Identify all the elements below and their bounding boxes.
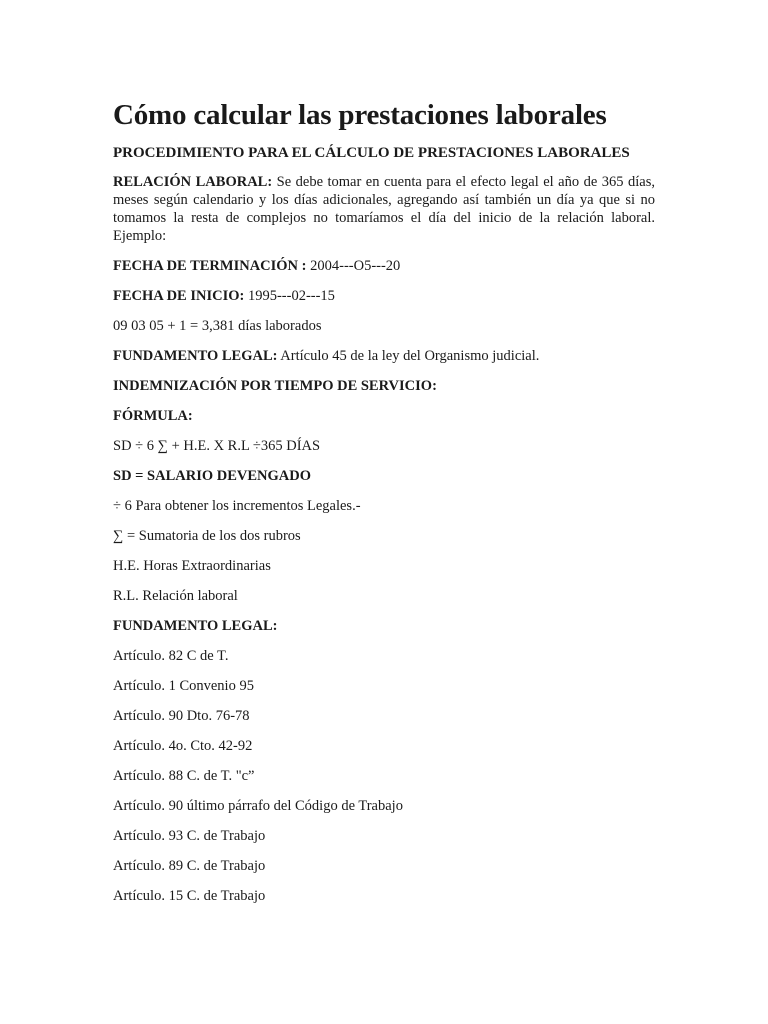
fundamento-legal-value: Artículo 45 de la ley del Organismo judicial. [277,348,540,364]
document-page [113,96,655,905]
articulo-item: Artículo. 88 C. de T. "c” [113,768,255,784]
fecha-terminacion-value: 2004---O5---20 [306,258,401,274]
articulo-item: Artículo. 89 C. de Trabajo [113,858,266,874]
definition-item: R.L. Relación laboral [113,588,238,604]
articulo-item: Artículo. 90 último párrafo del Código de Trabajo [113,798,403,814]
fecha-inicio-label: FECHA DE INICIO: [113,288,245,304]
fundamento-legal-heading: FUNDAMENTO LEGAL: [113,618,278,634]
relacion-laboral-label: RELACIÓN LABORAL: [113,174,273,190]
relacion-laboral-text: Se debe tomar en cuenta para el efecto legal el año de 365 días, meses según calendario y los días adicionales, agregando así también un día ya que si no tomamos la resta de complejos no tomaríamos el día del inicio de la relación laboral. Ejemplo: [113,174,655,244]
document-title: Cómo calcular las prestaciones laborales [113,99,607,131]
formula-line: SD ÷ 6 ∑ + H.E. X R.L ÷365 DÍAS [113,438,321,454]
articulo-item: Artículo. 1 Convenio 95 [113,678,254,694]
formula-heading: FÓRMULA: [113,408,193,424]
dias-laborados-line: 09 03 05 + 1 = 3,381 días laborados [113,318,322,334]
indemnizacion-heading: INDEMNIZACIÓN POR TIEMPO DE SERVICIO: [113,378,437,394]
articulo-item: Artículo. 82 C de T. [113,648,229,664]
fundamento-legal-label: FUNDAMENTO LEGAL: [113,348,278,364]
section-subtitle: PROCEDIMIENTO PARA EL CÁLCULO DE PRESTACIONES LABORALES [113,145,630,161]
sd-heading: SD = SALARIO DEVENGADO [113,468,312,484]
fecha-terminacion-label: FECHA DE TERMINACIÓN : [113,258,307,274]
fecha-inicio-line [113,287,655,305]
relacion-laboral-paragraph [113,173,655,245]
articulo-item: Artículo. 93 C. de Trabajo [113,828,266,844]
definition-item: H.E. Horas Extraordinarias [113,558,271,574]
fundamento-legal-line [113,347,655,365]
articulo-item: Artículo. 15 C. de Trabajo [113,888,266,904]
fecha-inicio-value: 1995---02---15 [244,288,335,304]
articulo-item: Artículo. 90 Dto. 76-78 [113,708,250,724]
definition-item: ÷ 6 Para obtener los incrementos Legales.- [113,498,361,514]
articulo-item: Artículo. 4o. Cto. 42-92 [113,738,253,754]
definition-item: ∑ = Sumatoria de los dos rubros [113,528,301,544]
fecha-terminacion-line [113,257,655,275]
